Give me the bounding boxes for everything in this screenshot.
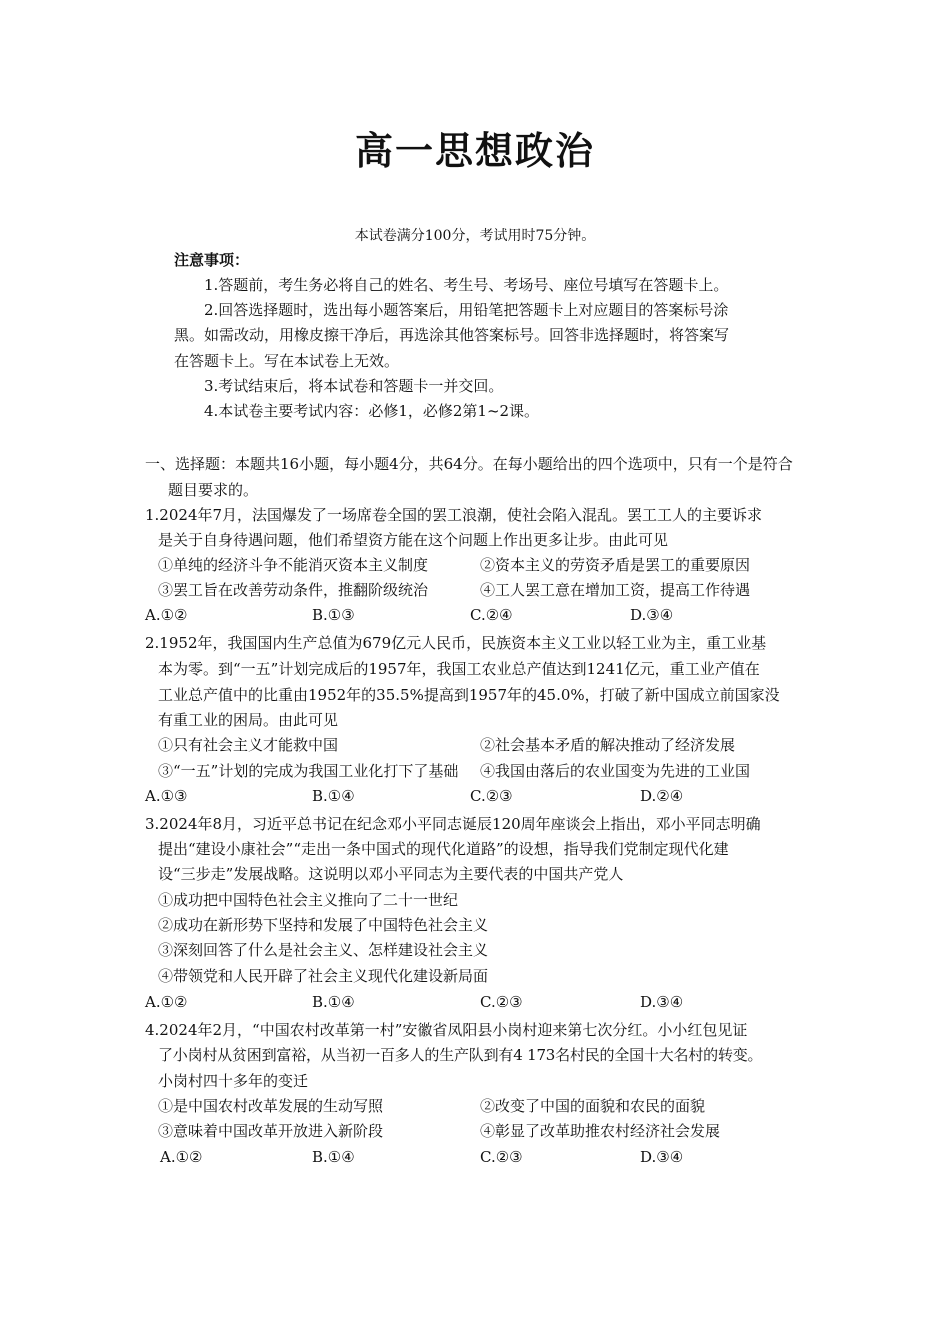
exam-info: 本试卷满分100分，考试用时75分钟。 — [354, 228, 596, 244]
question-4-item: ④彰显了改革助推农村经济社会发展 — [480, 1122, 721, 1140]
question-2-choice-a[interactable]: A.①③ — [145, 787, 188, 805]
notice-item: 在答题卡上。写在本试卷上无效。 — [174, 352, 400, 370]
notice-item: 4.本试卷主要考试内容：必修1，必修2第1~2课。 — [204, 402, 540, 420]
question-3-choice-b[interactable]: B.①④ — [312, 993, 355, 1011]
notice-item: 黑。如需改动，用橡皮擦干净后，再选涂其他答案标号。回答非选择题时，将答案写 — [174, 326, 730, 344]
question-2-item: ①只有社会主义才能救中国 — [158, 736, 339, 754]
question-4-choice-b[interactable]: B.①④ — [312, 1148, 355, 1166]
question-3-item: ③深刻回答了什么是社会主义、怎样建设社会主义 — [158, 941, 489, 959]
question-1-item: ②资本主义的劳资矛盾是罢工的重要原因 — [480, 556, 751, 574]
question-4-choice-d[interactable]: D.③④ — [640, 1148, 684, 1166]
question-1-item: ①单纯的经济斗争不能消灭资本主义制度 — [158, 556, 429, 574]
question-4-stem: 了小岗村从贫困到富裕，从当初一百多人的生产队到有4 173名村民的全国十大名村的转变。 — [158, 1046, 763, 1064]
question-2-item: ④我国由落后的农业国变为先进的工业国 — [480, 762, 751, 780]
notice-item: 2.回答选择题时，选出每小题答案后，用铅笔把答题卡上对应题目的答案标号涂 — [204, 301, 729, 319]
question-3-stem: 设“三步走”发展战略。这说明以邓小平同志为主要代表的中国共产党人 — [158, 865, 624, 883]
question-1-item: ④工人罢工意在增加工资，提高工作待遇 — [480, 581, 751, 599]
question-1-choice-a[interactable]: A.①② — [145, 606, 188, 624]
question-2-stem: 有重工业的困局。由此可见 — [158, 711, 339, 729]
question-2-choice-b[interactable]: B.①④ — [312, 787, 355, 805]
question-3-choice-a[interactable]: A.①② — [145, 993, 188, 1011]
question-2-stem: 工业总产值中的比重由1952年的35.5%提高到1957年的45.0%，打破了新中国成立前国家没 — [158, 686, 780, 704]
question-2-stem: 2.1952年，我国国内生产总值为679亿元人民币，民族资本主义工业以轻工业为主，重工业基 — [145, 634, 767, 652]
question-1-item: ③罢工旨在改善劳动条件，推翻阶级统治 — [158, 581, 429, 599]
question-4-item: ①是中国农村改革发展的生动写照 — [158, 1097, 384, 1115]
question-4-choice-a[interactable]: A.①② — [160, 1148, 203, 1166]
notice-item: 1.答题前，考生务必将自己的姓名、考生号、考场号、座位号填写在答题卡上。 — [204, 276, 729, 294]
question-3-choice-c[interactable]: C.②③ — [480, 993, 523, 1011]
question-3-item: ①成功把中国特色社会主义推向了二十一世纪 — [158, 891, 459, 909]
question-3-item: ②成功在新形势下坚持和发展了中国特色社会主义 — [158, 916, 489, 934]
section-heading: 一、选择题：本题共16小题，每小题4分，共64分。在每小题给出的四个选项中，只有一个是符合 — [145, 455, 793, 473]
question-3-stem: 3.2024年8月，习近平总书记在纪念邓小平同志诞辰120周年座谈会上指出，邓小平同志明确 — [145, 815, 761, 833]
question-4-choice-c[interactable]: C.②③ — [480, 1148, 523, 1166]
question-1-stem: 是关于自身待遇问题，他们希望资方能在这个问题上作出更多让步。由此可见 — [158, 531, 669, 549]
question-2-item: ②社会基本矛盾的解决推动了经济发展 — [480, 736, 736, 754]
question-3-stem: 提出“建设小康社会”“走出一条中国式的现代化道路”的设想，指导我们党制定现代化建 — [158, 840, 729, 858]
question-1-stem: 1.2024年7月，法国爆发了一场席卷全国的罢工浪潮，使社会陷入混乱。罢工工人的主要诉求 — [145, 506, 763, 524]
notice-heading: 注意事项： — [174, 251, 250, 269]
notice-item: 3.考试结束后，将本试卷和答题卡一并交回。 — [204, 377, 504, 395]
question-4-stem: 4.2024年2月，“中国农村改革第一村”安徽省凤阳县小岗村迎来第七次分红。小小红包见证 — [145, 1021, 748, 1039]
question-1-choice-c[interactable]: C.②④ — [470, 606, 513, 624]
question-3-choice-d[interactable]: D.③④ — [640, 993, 684, 1011]
question-2-stem: 本为零。到“一五”计划完成后的1957年，我国工农业总产值达到1241亿元，重工业产值在 — [158, 660, 760, 678]
question-3-item: ④带领党和人民开辟了社会主义现代化建设新局面 — [158, 967, 489, 985]
question-1-choice-d[interactable]: D.③④ — [630, 606, 674, 624]
question-2-item: ③“一五”计划的完成为我国工业化打下了基础 — [158, 762, 459, 780]
question-4-stem: 小岗村四十多年的变迁 — [158, 1072, 309, 1090]
question-1-choice-b[interactable]: B.①③ — [312, 606, 355, 624]
section-heading-cont: 题目要求的。 — [168, 481, 259, 499]
question-4-item: ②改变了中国的面貌和农民的面貌 — [480, 1097, 706, 1115]
page-title: 高一思想政治 — [354, 129, 595, 173]
question-4-item: ③意味着中国改革开放进入新阶段 — [158, 1122, 384, 1140]
question-2-choice-d[interactable]: D.②④ — [640, 787, 684, 805]
question-2-choice-c[interactable]: C.②③ — [470, 787, 513, 805]
